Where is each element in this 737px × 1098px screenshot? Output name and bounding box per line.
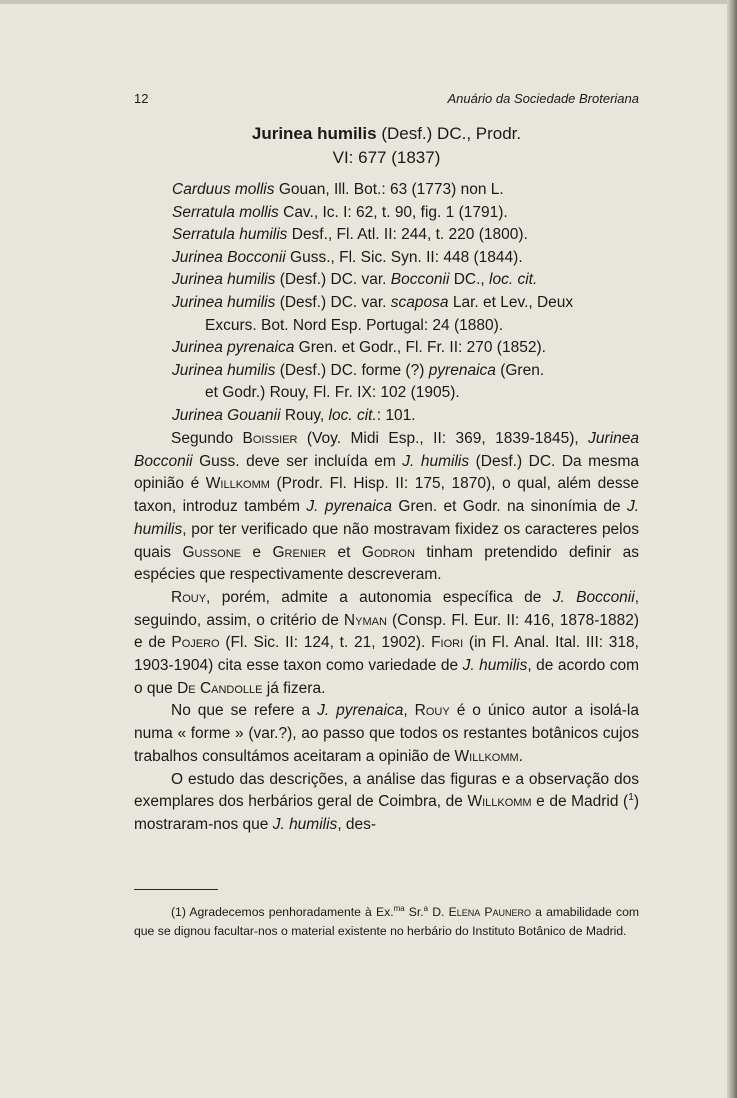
synonym-variety: pyrenaica [428,361,496,379]
synonym-name: Jurinea pyrenaica [172,339,295,357]
synonym-name: Jurinea Bocconii [172,248,286,266]
taxon-authority: (Desf.) DC., Prodr. [381,124,522,143]
paragraph [134,769,639,837]
taxon-ref: J. humilis [134,498,639,538]
text-run: et [326,543,362,561]
text-run: a amabilidade com que se dignou facultar-nos o material existente no herbário do Instituto Botânico de Madrid. [134,905,639,938]
text-run: Agradecemos penhoradamente à Ex. [185,905,394,919]
page-top-edge [0,0,737,4]
text-run: , seguindo, assim, o critério de [134,588,640,629]
synonym-citation: (Gren. [495,361,545,379]
synonym-continuation: et Godr.) Rouy, Fl. Fr. IX: 102 (1905). [205,384,460,402]
synonym-loc-cit: loc. cit. [328,406,377,424]
text-run: Segundo [171,430,243,447]
synonym-citation: Rouy, [280,406,329,424]
text-run: Sr. [404,905,424,919]
footnote-marker: (1) [171,905,186,919]
footnote-text [134,903,639,941]
synonym-citation: Gouan, Ill. Bot.: 63 (1773) non L. [274,181,504,198]
text-run: ) mostraram-nos que [134,793,639,833]
text-run: Gren. et Godr. na sinonímia de [392,498,627,516]
synonym-variety: scaposa [390,293,449,311]
paragraph [134,587,639,701]
page-number: 12 [134,91,149,106]
text-run: (Fl. Sic. II: 124, t. 21, 1902). [219,634,432,652]
author-name: Willkomm [205,475,270,493]
taxon-ref: J. humilis [402,452,470,470]
synonym-citation: Cav., Ic. I: 62, t. 90, fig. 1 (1791). [278,203,508,221]
author-name: Grenier [272,543,327,561]
synonym-citation: : 101. [376,406,416,424]
text-run: . [518,747,523,765]
synonym-item [172,337,642,360]
paragraph [134,700,639,768]
text-run: D. [428,905,449,919]
footnote-divider [134,889,218,890]
text-run: No que se refere a [171,702,318,720]
synonym-citation: (Desf.) DC. var. [275,293,391,311]
synonym-name: Carduus mollis [172,181,275,198]
synonym-continuation: Excurs. Bot. Nord Esp. Portugal: 24 (1880). [205,316,504,334]
text-run: é o único autor a isolá-la numa « forme » (var.?), ao passo que todos os restantes botânicos cujos trabalhos consultámos aceitaram a opinião de [134,702,639,765]
taxon-ref: J. humilis [462,657,528,675]
synonym-list [172,179,642,428]
text-run: (Voy. Midi Esp., II: 369, 1839-1845), [297,430,589,447]
text-run: , [403,702,415,720]
synonym-item [172,360,642,405]
footnote [134,903,639,941]
taxon-ref: J. humilis [272,815,338,833]
paragraph [134,428,639,587]
synonym-item [172,179,642,202]
text-run: O estudo das descrições, a análise das figuras e a observação dos exemplares dos herbários geral de Coimbra, de [134,770,639,811]
synonym-citation: (Desf.) DC. forme (?) [275,361,429,379]
text-run: (in Fl. Anal. Ital. III: 318, 1903-1904) cita esse taxon como variedade de [134,634,639,675]
footnote-reference: 1 [628,792,634,804]
superscript: ma [393,903,405,913]
text-run: tinham pretendido definir as espécies que respectivamente descreveram. [134,543,639,584]
author-name: Rouy [171,588,207,606]
author-name: Rouy [414,702,450,720]
taxon-ref: J. Bocconii [552,588,635,606]
synonym-loc-cit: loc. cit. [489,271,538,289]
synonym-variety: Bocconii [390,271,450,289]
running-header [134,91,639,111]
author-name: Willkomm [467,793,532,811]
synonym-item [172,224,642,247]
person-name: Elena Paunero [448,905,532,919]
text-run: , de acordo com o que [134,657,639,697]
synonym-item [172,202,642,225]
synonym-name: Serratula mollis [172,203,279,221]
text-run: Guss. deve ser incluída em [192,452,403,470]
author-name: Nyman [343,611,387,629]
synonym-citation: (Desf.) DC. var. [275,271,391,289]
synonym-citation: Lar. et Lev., Deux [448,293,574,311]
text-run: e [241,543,273,561]
synonym-name: Jurinea humilis [172,293,276,311]
text-run: (Consp. Fl. Eur. II: 416, 1878-1882) e de [134,611,639,652]
synonym-item [172,292,642,337]
author-name: Boissier [242,430,298,447]
author-name: Godron [361,543,415,561]
text-run: , porém, admite a autonomia específica de [206,588,553,606]
text-run: já fizera. [262,679,326,697]
synonym-citation: Desf., Fl. Atl. II: 244, t. 220 (1800). [287,226,528,244]
text-run: (Prodr. Fl. Hisp. II: 175, 1870), o qual, além desse taxon, introduz também [134,475,639,516]
journal-title: Anuário da Sociedade Broteriana [447,91,639,106]
synonym-name: Serratula humilis [172,226,288,244]
synonym-citation: Gren. et Godr., Fl. Fr. II: 270 (1852). [294,339,546,357]
taxon-ref: Jurinea Bocconii [134,430,639,470]
page-binding-edge [727,0,737,1098]
author-name: Willkomm [454,747,519,765]
synonym-citation: Guss., Fl. Sic. Syn. II: 448 (1844). [285,248,523,266]
taxon-ref: J. pyrenaica [317,702,404,720]
text-run: (Desf.) DC. Da mesma opinião é [134,452,639,493]
synonym-item [172,269,642,292]
author-name: De Candolle [177,679,263,697]
text-run: , por ter verificado que não mostravam fixidez os caracteres pelos quais [134,520,639,561]
synonym-name: Jurinea Gouanii [172,406,281,424]
author-name: Pojero [171,634,220,652]
synonym-name: Jurinea humilis [172,271,276,289]
taxon-ref: J. pyrenaica [306,498,393,516]
taxon-name: Jurinea humilis [251,124,377,143]
synonym-name: Jurinea humilis [172,361,276,379]
text-run: e de Madrid ( [531,793,629,811]
synonym-item [172,247,642,270]
author-name: Fiori [431,634,464,652]
synonym-citation: DC., [449,271,490,289]
synonym-item [172,405,642,428]
taxon-heading [134,122,639,170]
body-text [134,428,639,837]
author-name: Gussone [182,543,241,561]
taxon-reference: VI: 677 (1837) [332,148,441,167]
superscript: a [423,903,429,913]
text-run: , des- [337,815,377,833]
